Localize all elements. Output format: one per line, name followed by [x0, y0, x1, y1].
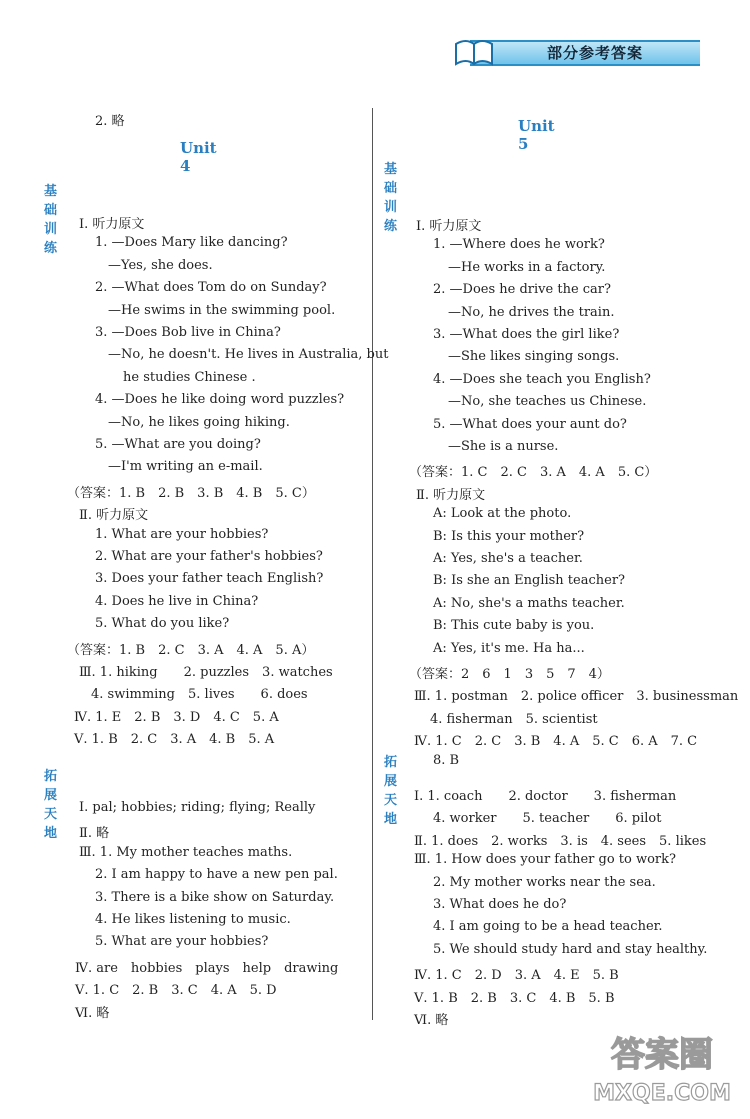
- right-lines2-line: 5. We should study hard and stay healthy.: [433, 941, 708, 957]
- right-lines1-line: 4. fisherman 5. scientist: [430, 711, 598, 727]
- unit5-title: Unit 5: [518, 117, 555, 153]
- right-section-extend: 拓展天地: [384, 755, 398, 827]
- left-lines2-line: Ⅲ. 1. My mother teaches maths.: [79, 844, 293, 860]
- right-lines1-line: 8. B: [433, 752, 460, 768]
- right-lines1-line: —No, she teaches us Chinese.: [448, 394, 647, 410]
- column-divider: [372, 108, 373, 1020]
- left-lines1-line: —I'm writing an e-mail.: [108, 459, 263, 475]
- right-lines2-line: Ⅱ. 1. does 2. works 3. is 4. sees 5. likes: [414, 833, 707, 849]
- right-lines1-line: A: Look at the photo.: [433, 506, 572, 522]
- left-lines1-line: 4. swimming 5. lives 6. does: [91, 687, 308, 703]
- right-lines1-line: Ⅰ. 听力原文: [416, 219, 482, 234]
- left-lines2-line: Ⅵ. 略: [75, 1005, 110, 1021]
- left-lines1-line: 4. Does he live in China?: [95, 593, 259, 609]
- right-lines1-line: A: Yes, she's a teacher.: [433, 551, 583, 566]
- right-lines1-line: Ⅳ. 1. C 2. C 3. B 4. A 5. C 6. A 7. C: [414, 734, 698, 750]
- left-lines1-line: 4. —Does he like doing word puzzles?: [95, 392, 345, 408]
- watermark-logo: [582, 1028, 742, 1108]
- header-banner: [452, 36, 702, 68]
- left-lines1-line: he studies Chinese .: [123, 369, 256, 385]
- left-lines1-line: 2. —What does Tom do on Sunday?: [95, 280, 327, 296]
- right-lines1-line: —He works in a factory.: [448, 259, 606, 275]
- right-lines2-line: 2. My mother works near the sea.: [433, 874, 656, 890]
- right-lines1-line: B: This cute baby is you.: [433, 618, 595, 634]
- left-lines1-line: 5. What do you like?: [95, 616, 230, 632]
- right-lines1-line: 4. —Does she teach you English?: [433, 371, 651, 387]
- left-lines2-line: Ⅳ. are hobbies plays help drawing: [75, 960, 339, 976]
- right-lines1-line: Ⅲ. 1. postman 2. police officer 3. businessman: [414, 689, 739, 705]
- svg-text:答案圈: 答案圈: [611, 1035, 713, 1075]
- right-lines1-line: A: No, she's a maths teacher.: [433, 595, 625, 611]
- left-lines1-line: 5. —What are you doing?: [95, 437, 261, 452]
- left-lines1-line: 3. Does your father teach English?: [95, 571, 324, 587]
- right-lines1-line: B: Is this your mother?: [433, 528, 585, 544]
- left-lines1-line: Ⅳ. 1. E 2. B 3. D 4. C 5. A: [74, 709, 279, 725]
- left-lines2-line: 5. What are your hobbies?: [95, 934, 269, 950]
- right-lines1-line: —She likes singing songs.: [448, 349, 620, 365]
- left-lines1-line: —Yes, she does.: [108, 257, 213, 273]
- left-lines1-line: （答案：1. B 2. B 3. B 4. B 5. C）: [67, 485, 315, 501]
- left-section-basic: 基础训练: [44, 184, 58, 256]
- right-lines2-line: 3. What does he do?: [433, 897, 567, 912]
- right-lines1-line: 3. —What does the girl like?: [433, 327, 620, 342]
- header-title: 部分参考答案: [547, 44, 644, 62]
- right-lines2-line: Ⅰ. 1. coach 2. doctor 3. fisherman: [414, 789, 677, 804]
- right-lines1-line: 5. —What does your aunt do?: [433, 416, 627, 432]
- right-lines1-line: Ⅱ. 听力原文: [416, 487, 486, 503]
- left-top-line: 2. 略: [95, 114, 125, 129]
- left-lines2-line: 2. I am happy to have a new pen pal.: [95, 867, 338, 883]
- left-lines1-line: 2. What are your father's hobbies?: [95, 549, 323, 564]
- left-lines1-line: —He swims in the swimming pool.: [108, 302, 336, 318]
- left-lines1-line: 1. What are your hobbies?: [95, 526, 269, 542]
- right-lines1-line: A: Yes, it's me. Ha ha...: [433, 640, 585, 656]
- right-lines1-line: B: Is she an English teacher?: [433, 573, 626, 589]
- right-lines2-line: Ⅲ. 1. How does your father go to work?: [414, 852, 676, 868]
- left-lines1-line: （答案：1. B 2. C 3. A 4. A 5. A）: [67, 642, 315, 658]
- right-lines2-line: 4. worker 5. teacher 6. pilot: [433, 811, 662, 827]
- left-lines2-line: 4. He likes listening to music.: [95, 912, 291, 927]
- svg-text:MXQE.COM: MXQE.COM: [593, 1081, 731, 1106]
- left-lines2-line: Ⅰ. pal; hobbies; riding; flying; Really: [79, 800, 316, 815]
- right-section-basic: 基础训练: [384, 162, 398, 234]
- right-lines1-line: （答案：2 6 1 3 5 7 4）: [409, 667, 610, 682]
- left-section-extend: 拓展天地: [44, 769, 58, 841]
- left-lines1-line: 1. —Does Mary like dancing?: [95, 235, 288, 251]
- right-lines2-line: Ⅵ. 略: [414, 1013, 449, 1028]
- left-lines2-line: Ⅱ. 略: [79, 826, 110, 842]
- left-lines1-line: 3. —Does Bob live in China?: [95, 325, 281, 340]
- left-lines2-line: 3. There is a bike show on Saturday.: [95, 889, 335, 905]
- right-lines1-line: （答案：1. C 2. C 3. A 4. A 5. C）: [409, 465, 658, 481]
- right-lines1-line: —She is a nurse.: [448, 439, 559, 454]
- right-lines1-line: 1. —Where does he work?: [433, 237, 605, 253]
- right-lines1-line: 2. —Does he drive the car?: [433, 282, 611, 298]
- left-lines1-line: —No, he doesn't. He lives in Australia, but: [108, 347, 389, 363]
- left-lines1-line: Ⅴ. 1. B 2. C 3. A 4. B 5. A: [74, 732, 275, 748]
- right-lines2-line: Ⅳ. 1. C 2. D 3. A 4. E 5. B: [414, 968, 619, 984]
- right-lines1-line: —No, he drives the train.: [448, 304, 615, 320]
- left-lines2-line: Ⅴ. 1. C 2. B 3. C 4. A 5. D: [75, 983, 277, 999]
- book-icon: [452, 36, 496, 68]
- left-lines1-line: —No, he likes going hiking.: [108, 414, 290, 430]
- left-lines1-line: Ⅱ. 听力原文: [79, 508, 149, 524]
- left-lines1-line: Ⅰ. 听力原文: [79, 217, 145, 232]
- right-lines2-line: Ⅴ. 1. B 2. B 3. C 4. B 5. B: [414, 990, 615, 1006]
- right-lines2-line: 4. I am going to be a head teacher.: [433, 919, 663, 935]
- unit4-title: Unit 4: [180, 139, 217, 175]
- left-lines1-line: Ⅲ. 1. hiking 2. puzzles 3. watches: [79, 665, 333, 680]
